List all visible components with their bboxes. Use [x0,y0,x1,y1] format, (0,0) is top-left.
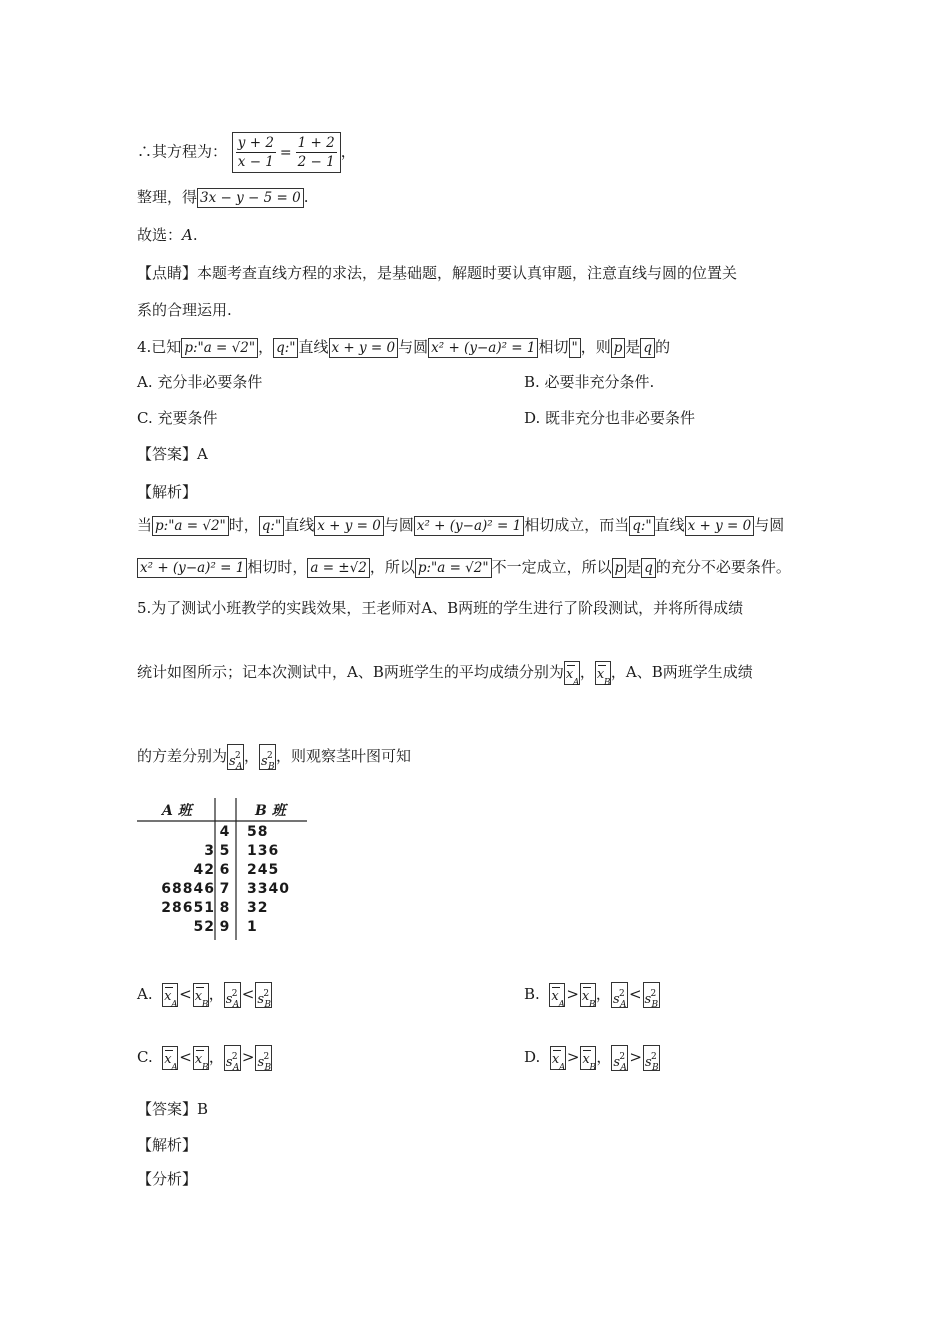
leaf-a: 28651 [161,900,215,916]
sub-b: B [264,1063,272,1073]
s2-b-box [255,982,272,1008]
q4-p-box: p:"a = √2" [181,338,258,358]
sub-a: A [619,1000,627,1010]
q4-q-small-box: q [640,338,655,358]
arrange-line [137,186,309,208]
stem-leaf-row [137,843,312,861]
q4-quote-box: " [569,338,581,358]
xbar-a-box [564,661,580,688]
q4-stem [137,336,670,358]
s2-b-box [643,1045,660,1071]
q5-line2-sep: ， [579,663,595,681]
s2-b-box [643,982,660,1008]
leaf-b: 245 [247,862,280,878]
leaf-a: 68846 [161,881,215,897]
xbar-b-box [193,1046,209,1073]
s-var: s [257,992,264,1007]
stem: 5 [219,843,231,859]
q4-a-text-when: 当 [137,516,153,534]
q5-opt-label: C. [137,1048,153,1066]
sup-2: 2 [263,989,270,999]
q5-line3-text-end: ，则观察茎叶图可知 [276,747,412,765]
xbar-b-box [193,983,209,1010]
xbar-a-box [549,983,565,1010]
q5-opt-label: B. [524,985,540,1003]
stem: 7 [219,881,231,897]
xbar-b-box [580,983,596,1010]
q4-option-d: D. 既非充分也非必要条件 [524,409,696,427]
gt-sign: > [629,1048,642,1066]
q4-a-p-box: p:"a = √2" [152,516,229,536]
fraction-equation-box [232,132,341,173]
stem-leaf-row [137,900,312,918]
stem-leaf-row [137,862,312,880]
q4-b-text-not: 不一定成立，所以 [491,558,612,576]
stem-leaf-row [137,919,312,937]
stem-header-b: B 班 [255,803,286,819]
sub-b: B [201,1063,209,1073]
sup-2: 2 [650,989,657,999]
xbar-a-box [550,1046,566,1073]
q4-b-p-box: p:"a = √2" [415,558,492,578]
period: . [303,188,309,206]
q4-q-box: q:" [273,338,298,358]
q4-text-line: 直线 [298,338,329,356]
sub-a: A [232,1000,240,1010]
q4-analysis-title: 【解析】 [137,483,198,501]
lt-sign: < [179,985,192,1003]
s-var: s [644,992,652,1007]
comment-line-2: 系的合理运用. [137,301,232,319]
x-var: x [164,1052,172,1067]
s2-b-box [255,1045,272,1071]
x-var: x [551,989,559,1004]
q5-line3 [137,744,411,770]
sub-a: A [171,1000,178,1010]
sub-a: A [236,762,243,772]
comment-line-1: 【点睛】本题考查直线方程的求法，是基础题，解题时要认真审题，注意直线与圆的位置关 [137,264,738,282]
q4-option-b: B. 必要非充分条件. [524,373,655,391]
comma: ， [340,142,356,161]
q5-option-d [524,1045,660,1071]
q4-analysis-line2 [137,556,791,578]
q4-option-c: C. 充要条件 [137,409,218,427]
sep: ， [208,1048,224,1066]
frac1-numerator: y + 2 [237,135,274,151]
q4-text-circle: 与圆 [398,338,429,356]
q4-text-then: ，则 [580,338,611,356]
q5-opt-label: D. [524,1048,541,1066]
q4-b-a-box: a = ±√2 [307,558,369,578]
equation-prefix: ∴其方程为： [137,142,228,161]
q5-line2-text-end: ，A、B两班学生成绩 [610,663,753,681]
leaf-a: 42 [193,862,215,878]
q4-b-text-so: ，所以 [369,558,415,576]
q4-a-line-box-2: x + y = 0 [685,516,755,536]
sup-2: 2 [263,1052,270,1062]
s-var: s [261,754,268,769]
s2-a-box [224,982,241,1008]
leaf-b: 32 [247,900,269,916]
q4-a-q-box-2: q:" [629,516,654,536]
q5-line1: 5.为了测试小班教学的实践效果，王老师对A、B两班的学生进行了阶段测试，并将所得成绩 [137,599,744,617]
gt-sign: > [566,985,579,1003]
q4-b-text-is: 是 [626,558,642,576]
q4-a-q-box: q:" [259,516,284,536]
q4-sep: ， [258,338,274,356]
q4-a-line-box: x + y = 0 [314,516,384,536]
x-var: x [194,989,203,1004]
q4-b-text-tangent: 相切时， [247,558,308,576]
sep: ， [208,985,224,1003]
q4-answer: 【答案】A [137,445,208,463]
s-var: s [257,1055,265,1070]
q5-option-c [137,1045,272,1071]
choose-text: 故选： [137,226,183,244]
sep: ， [595,985,611,1003]
lt-sign: < [628,985,642,1003]
stem: 8 [219,900,231,916]
sep: ， [596,1048,612,1066]
stem-header-a: A 班 [162,803,192,819]
sub-a: A [558,1000,565,1010]
frac2-denominator: 2 − 1 [297,154,335,170]
arrange-equation-box: 3x − y − 5 = 0 [197,188,304,208]
leaf-b: 1 [247,919,258,935]
sup-2: 2 [231,1052,238,1062]
xbar-b-box [580,1046,597,1073]
arrange-prefix: 整理，得 [137,188,198,206]
q4-a-text-circle: 与圆 [383,516,414,534]
x-var: x [582,1052,590,1067]
stem: 9 [219,919,231,935]
q4-circle-box: x² + (y−a)² = 1 [428,338,538,358]
q5-line2 [137,661,753,688]
sub-a: A [171,1063,178,1073]
s-var: s [225,1055,233,1070]
s2-a-box [611,1045,628,1071]
q4-a-text-holds: 相切成立，而当 [524,516,630,534]
sub-b: B [588,1000,596,1010]
sub-b: B [651,1000,659,1010]
choose-answer: A [182,226,193,244]
lt-sign: < [179,1048,192,1066]
q4-b-q-small-box: q [641,558,656,578]
s2-a-box [224,1045,241,1071]
gt-sign: > [566,1048,580,1066]
q4-b-circle-box: x² + (y−a)² = 1 [137,558,247,578]
sup-2: 2 [231,989,238,999]
stem: 4 [219,824,231,840]
x-var: x [551,1052,560,1067]
q4-text-tangent: 相切 [538,338,569,356]
choose-period: . [192,226,198,244]
q4-b-p-small-box: p [612,558,627,578]
q4-a-text-line: 直线 [284,516,315,534]
q5-answer: 【答案】B [137,1100,209,1118]
q4-analysis-line1 [137,514,784,536]
xbar-a-box [162,1046,178,1073]
s-var: s [229,754,236,769]
s2-a-box [227,744,244,770]
sub-b: B [201,1000,209,1010]
q4-a-text-circle-2: 与圆 [754,516,785,534]
x-var: x [164,989,172,1004]
q4-b-text-conclusion: 的充分不必要条件。 [655,558,791,576]
choose-line [137,224,198,246]
leaf-a: 3 [204,843,215,859]
q4-a-circle-box: x² + (y−a)² = 1 [414,516,524,536]
q5-line3-text: 的方差分别为 [137,747,228,765]
leaf-b: 3340 [247,881,290,897]
x-var: x [596,667,605,682]
gt-sign: > [241,1048,255,1066]
x-var: x [565,667,574,682]
q4-text-of: 的 [655,338,671,356]
sub-b: B [268,762,275,772]
s-var: s [612,992,620,1007]
stem-leaf-row [137,881,312,899]
sup-2: 2 [618,989,625,999]
equation-line [137,132,356,173]
q4-prefix: 4.已知 [137,338,182,356]
stem-leaf-plot [137,798,312,943]
q5-option-a [137,982,272,1008]
s2-b-box [259,744,276,770]
leaf-b: 58 [247,824,269,840]
sub-a: A [620,1063,627,1073]
s-var: s [225,992,233,1007]
equals-sign: = [279,144,292,161]
sup-2: 2 [650,1052,657,1062]
x-var: x [581,989,590,1004]
leaf-b: 136 [247,843,280,859]
sub-b: B [589,1063,597,1073]
sub-a: A [558,1063,566,1073]
q5-analysis-title: 【解析】 [137,1136,198,1154]
xbar-a-box [162,983,178,1010]
q5-fenxi-title: 【分析】 [137,1170,198,1188]
sup-2: 2 [267,751,273,761]
stem: 6 [219,862,231,878]
lt-sign: < [241,985,255,1003]
q4-a-text-time: 时， [228,516,259,534]
sub-a: A [232,1063,240,1073]
q5-option-b [524,982,660,1008]
q4-text-is: 是 [625,338,641,356]
q5-line2-text: 统计如图所示；记本次测试中，A、B两班学生的平均成绩分别为 [137,663,564,681]
s2-a-box [611,982,628,1008]
frac2-numerator: 1 + 2 [297,135,335,151]
sub-b: B [264,1000,271,1010]
sub-b: B [651,1063,659,1073]
s-var: s [644,1055,652,1070]
leaf-a: 52 [193,919,215,935]
q4-p-small-box: p [611,338,626,358]
sup-2: 2 [235,751,241,761]
xbar-b-box [595,661,611,688]
stem-leaf-row [137,824,312,842]
s-var: s [613,1055,621,1070]
sub-b: B [603,678,611,688]
q4-option-a: A. 充分非必要条件 [137,373,263,391]
q5-opt-label: A. [137,985,153,1003]
frac1-denominator: x − 1 [237,154,274,170]
q4-line-box: x + y = 0 [329,338,399,358]
sup-2: 2 [619,1052,626,1062]
q5-line3-sep: ， [244,747,260,765]
sub-a: A [572,678,580,688]
q4-a-text-line-2: 直线 [654,516,685,534]
x-var: x [194,1052,203,1067]
